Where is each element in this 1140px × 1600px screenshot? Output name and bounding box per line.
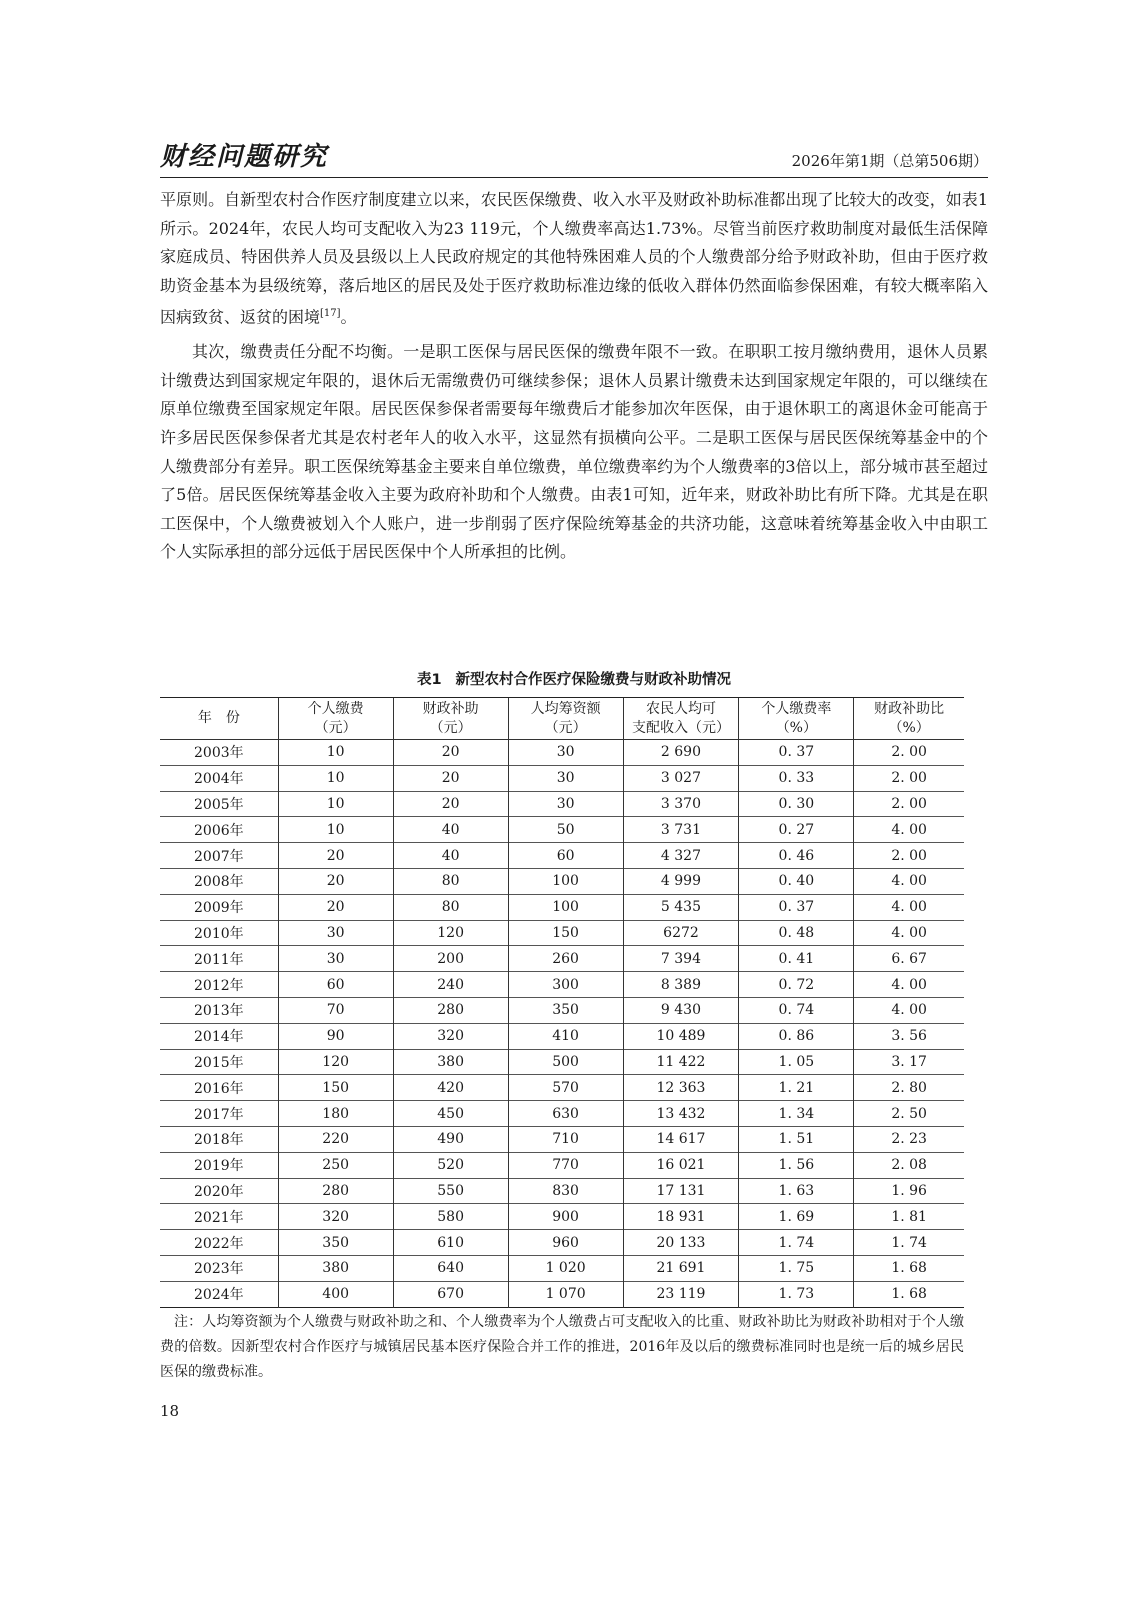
value-cell: 420: [393, 1075, 508, 1101]
value-cell: 7 394: [623, 946, 739, 972]
value-cell: 350: [278, 1230, 393, 1256]
column-header-line1: 财政补助比: [874, 700, 945, 717]
year-cell: 2015年: [194, 1054, 244, 1071]
value-cell: 9 430: [623, 997, 739, 1023]
value-cell: 30: [508, 791, 623, 817]
value-cell: 280: [278, 1178, 393, 1204]
year-cell: 2019年: [194, 1158, 244, 1175]
value-cell: 770: [508, 1152, 623, 1178]
value-cell: 320: [393, 1023, 508, 1049]
value-cell: 2. 23: [854, 1126, 964, 1152]
value-cell: 220: [278, 1126, 393, 1152]
table-row: [160, 894, 964, 920]
value-cell: 2. 00: [854, 791, 964, 817]
year-cell: 2008年: [194, 874, 244, 891]
value-cell: 3. 56: [854, 1023, 964, 1049]
value-cell: 180: [278, 1101, 393, 1127]
column-header: [623, 698, 739, 740]
value-cell: 6272: [623, 920, 739, 946]
table-row: [160, 740, 964, 766]
value-cell: 100: [508, 868, 623, 894]
value-cell: 2. 00: [854, 765, 964, 791]
value-cell: 10: [278, 791, 393, 817]
column-header: [854, 698, 964, 740]
table-row: [160, 791, 964, 817]
value-cell: 23 119: [623, 1281, 739, 1307]
table-row: [160, 1255, 964, 1281]
column-header-line1: 人均筹资额: [530, 700, 601, 717]
year-cell: 2014年: [194, 1029, 244, 1046]
value-cell: 20: [278, 843, 393, 869]
value-cell: 450: [393, 1101, 508, 1127]
citation-ref[interactable]: [17]: [320, 308, 341, 320]
value-cell: 4. 00: [854, 894, 964, 920]
value-cell: 20: [278, 868, 393, 894]
value-cell: 1. 68: [854, 1255, 964, 1281]
value-cell: 30: [508, 765, 623, 791]
value-cell: 30: [278, 920, 393, 946]
value-cell: 10 489: [623, 1023, 739, 1049]
table-row: [160, 1075, 964, 1101]
page-number: 18: [160, 1402, 180, 1420]
table-row: [160, 765, 964, 791]
value-cell: 1. 68: [854, 1281, 964, 1307]
value-cell: 0. 41: [739, 946, 854, 972]
table-row: [160, 1281, 964, 1307]
value-cell: 4. 00: [854, 817, 964, 843]
value-cell: 500: [508, 1049, 623, 1075]
value-cell: 0. 48: [739, 920, 854, 946]
column-header-line2: （元）: [544, 719, 587, 736]
value-cell: 3 731: [623, 817, 739, 843]
value-cell: 3 027: [623, 765, 739, 791]
value-cell: 1. 63: [739, 1178, 854, 1204]
table-row: [160, 843, 964, 869]
value-cell: 0. 86: [739, 1023, 854, 1049]
value-cell: 0. 46: [739, 843, 854, 869]
table-row: [160, 920, 964, 946]
table-row: [160, 946, 964, 972]
column-header-line1: 个人缴费率: [761, 700, 832, 717]
value-cell: 0. 37: [739, 740, 854, 766]
paragraph-1: [160, 186, 988, 332]
paragraph-2: 其次，缴费责任分配不均衡。一是职工医保与居民医保的缴费年限不一致。在职职工按月缴纳费用，退休人员累计缴费达到国家规定年限的，退休后无需缴费仍可继续参保；退休人员累计缴费未达到国家规定年限的，可以继续在原单位缴费至国家规定年限。居民医保参保者需要每年缴费后才能参加次年医保，由于退休职工的离退休金可能高于许多居民医保参保者尤其是农村老年人的收入水平，这显然有损横向公平。二是职工医保与居民医保统筹基金中的个人缴费部分有差异。职工医保统筹基金主要来自单位缴费，单位缴费率约为个人缴费率的3倍以上，部分城市甚至超过了5倍。居民医保统筹基金收入主要为政府补助和个人缴费。由表1可知，近年来，财政补助比有所下降。尤其是在职工医保中，个人缴费被划入个人账户，进一步削弱了医疗保险统筹基金的共济功能，这意味着统筹基金收入中由职工个人实际承担的部分远低于居民医保中个人所承担的比例。: [160, 342, 988, 562]
value-cell: 1. 56: [739, 1152, 854, 1178]
value-cell: 320: [278, 1204, 393, 1230]
value-cell: 0. 72: [739, 972, 854, 998]
column-header-line1: 年 份: [197, 710, 240, 726]
value-cell: 670: [393, 1281, 508, 1307]
table-body: [160, 740, 964, 1308]
column-header-line1: 财政补助: [422, 700, 479, 717]
value-cell: 0. 27: [739, 817, 854, 843]
year-cell: 2024年: [194, 1287, 244, 1304]
column-header: [393, 698, 508, 740]
column-header-line2: （%）: [775, 719, 817, 736]
value-cell: 150: [508, 920, 623, 946]
value-cell: 1. 51: [739, 1126, 854, 1152]
table-row: [160, 817, 964, 843]
table-row: [160, 1049, 964, 1075]
value-cell: 710: [508, 1126, 623, 1152]
year-cell: 2013年: [194, 1003, 244, 1020]
value-cell: 1 020: [508, 1255, 623, 1281]
table-row: [160, 972, 964, 998]
table-header-row: [160, 698, 964, 740]
value-cell: 4 999: [623, 868, 739, 894]
value-cell: 11 422: [623, 1049, 739, 1075]
column-header-line2: （元）: [429, 719, 472, 736]
year-cell: 2005年: [194, 796, 244, 813]
value-cell: 4. 00: [854, 868, 964, 894]
year-cell: 2012年: [194, 977, 244, 994]
value-cell: 40: [393, 843, 508, 869]
column-header-line2: 支配收入（元）: [631, 719, 730, 736]
value-cell: 21 691: [623, 1255, 739, 1281]
table-row: [160, 1152, 964, 1178]
value-cell: 240: [393, 972, 508, 998]
year-cell: 2021年: [194, 1209, 244, 1226]
value-cell: 14 617: [623, 1126, 739, 1152]
value-cell: 3. 17: [854, 1049, 964, 1075]
value-cell: 20: [278, 894, 393, 920]
value-cell: 80: [393, 894, 508, 920]
value-cell: 1. 74: [854, 1230, 964, 1256]
value-cell: 150: [278, 1075, 393, 1101]
value-cell: 830: [508, 1178, 623, 1204]
table-number: 表1: [416, 672, 442, 688]
value-cell: 0. 37: [739, 894, 854, 920]
value-cell: 610: [393, 1230, 508, 1256]
value-cell: 1. 96: [854, 1178, 964, 1204]
column-header-line1: 个人缴费: [307, 700, 364, 717]
year-cell: 2003年: [194, 745, 244, 762]
value-cell: 0. 40: [739, 868, 854, 894]
value-cell: 550: [393, 1178, 508, 1204]
value-cell: 2. 08: [854, 1152, 964, 1178]
column-header: [278, 698, 393, 740]
value-cell: 4 327: [623, 843, 739, 869]
value-cell: 13 432: [623, 1101, 739, 1127]
value-cell: 410: [508, 1023, 623, 1049]
column-header-line1: 农民人均可: [645, 700, 716, 717]
value-cell: 8 389: [623, 972, 739, 998]
table-row: [160, 1101, 964, 1127]
value-cell: 30: [278, 946, 393, 972]
value-cell: 4. 00: [854, 997, 964, 1023]
value-cell: 1. 75: [739, 1255, 854, 1281]
running-header: [160, 143, 988, 178]
value-cell: 1. 73: [739, 1281, 854, 1307]
value-cell: 0. 74: [739, 997, 854, 1023]
column-header-line2: （%）: [888, 719, 930, 736]
value-cell: 120: [278, 1049, 393, 1075]
value-cell: 17 131: [623, 1178, 739, 1204]
column-header: [739, 698, 854, 740]
data-table: [160, 697, 964, 1308]
value-cell: 400: [278, 1281, 393, 1307]
value-cell: 0. 30: [739, 791, 854, 817]
value-cell: 380: [278, 1255, 393, 1281]
value-cell: 960: [508, 1230, 623, 1256]
table-row: [160, 868, 964, 894]
value-cell: 4. 00: [854, 920, 964, 946]
value-cell: 20: [393, 791, 508, 817]
value-cell: 5 435: [623, 894, 739, 920]
value-cell: 16 021: [623, 1152, 739, 1178]
table-title: 新型农村合作医疗保险缴费与财政补助情况: [455, 672, 732, 688]
column-header: [508, 698, 623, 740]
table-row: [160, 1126, 964, 1152]
issue-info: 2026年第1期（总第506期）: [791, 152, 988, 170]
year-cell: 2010年: [194, 925, 244, 942]
value-cell: 18 931: [623, 1204, 739, 1230]
value-cell: 80: [393, 868, 508, 894]
table-note: 注：人均筹资额为个人缴费与财政补助之和、个人缴费率为个人缴费占可支配收入的比重、财政补助比为财政补助相对于个人缴费的倍数。因新型农村合作医疗与城镇居民基本医疗保险合并工作的推进，2016年及以后的缴费标准同时也是统一后的城乡居民医保的缴费标准。: [160, 1314, 964, 1380]
table-row: [160, 1204, 964, 1230]
table-row: [160, 997, 964, 1023]
value-cell: 2. 50: [854, 1101, 964, 1127]
value-cell: 30: [508, 740, 623, 766]
value-cell: 120: [393, 920, 508, 946]
column-header-line2: （元）: [314, 719, 357, 736]
paragraph-1-text: 平原则。自新型农村合作医疗制度建立以来，农民医保缴费、收入水平及财政补助标准都出现了比较大的改变，如表1所示。2024年，农民人均可支配收入为23 119元，个人缴费率高达1.73%。尽管当前医疗救助制度对最低生活保障家庭成员、特困供养人员及县级以上人民政府规定的其他特殊困难人员的个人缴费部分给予财政补助，但由于医疗救助资金基本为县级统筹，落后地区的居民及处于医疗救助标准边缘的低收入群体仍然面临参保困难，有较大概率陷入因病致贫、返贫的困境: [160, 190, 988, 327]
value-cell: 520: [393, 1152, 508, 1178]
value-cell: 640: [393, 1255, 508, 1281]
body-text: [160, 186, 988, 573]
value-cell: 2 690: [623, 740, 739, 766]
year-cell: 2011年: [194, 951, 244, 968]
value-cell: 1. 21: [739, 1075, 854, 1101]
year-cell: 2022年: [194, 1235, 244, 1252]
year-cell: 2009年: [194, 900, 244, 917]
value-cell: 20: [393, 765, 508, 791]
value-cell: 90: [278, 1023, 393, 1049]
value-cell: 300: [508, 972, 623, 998]
value-cell: 1. 74: [739, 1230, 854, 1256]
value-cell: 490: [393, 1126, 508, 1152]
table-row: [160, 1230, 964, 1256]
year-cell: 2017年: [194, 1106, 244, 1123]
value-cell: 900: [508, 1204, 623, 1230]
value-cell: 70: [278, 997, 393, 1023]
value-cell: 50: [508, 817, 623, 843]
value-cell: 1. 34: [739, 1101, 854, 1127]
year-cell: 2020年: [194, 1183, 244, 1200]
year-cell: 2007年: [194, 848, 244, 865]
paragraph-1-end: 。: [340, 307, 357, 327]
value-cell: 380: [393, 1049, 508, 1075]
year-cell: 2004年: [194, 771, 244, 788]
value-cell: 350: [508, 997, 623, 1023]
value-cell: 630: [508, 1101, 623, 1127]
value-cell: 1 070: [508, 1281, 623, 1307]
year-cell: 2006年: [194, 822, 244, 839]
value-cell: 200: [393, 946, 508, 972]
value-cell: 20: [393, 740, 508, 766]
value-cell: 2. 00: [854, 843, 964, 869]
value-cell: 4. 00: [854, 972, 964, 998]
value-cell: 2. 80: [854, 1075, 964, 1101]
value-cell: 1. 05: [739, 1049, 854, 1075]
value-cell: 1. 69: [739, 1204, 854, 1230]
journal-title: 财经问题研究: [160, 142, 329, 172]
value-cell: 10: [278, 765, 393, 791]
value-cell: 20 133: [623, 1230, 739, 1256]
value-cell: 280: [393, 997, 508, 1023]
year-cell: 2023年: [194, 1261, 244, 1278]
value-cell: 6. 67: [854, 946, 964, 972]
value-cell: 260: [508, 946, 623, 972]
value-cell: 40: [393, 817, 508, 843]
value-cell: 2. 00: [854, 740, 964, 766]
value-cell: 570: [508, 1075, 623, 1101]
table-row: [160, 1178, 964, 1204]
value-cell: 10: [278, 817, 393, 843]
year-cell: 2016年: [194, 1080, 244, 1097]
value-cell: 10: [278, 740, 393, 766]
value-cell: 0. 33: [739, 765, 854, 791]
value-cell: 60: [278, 972, 393, 998]
value-cell: 580: [393, 1204, 508, 1230]
column-header: [160, 698, 278, 740]
year-cell: 2018年: [194, 1132, 244, 1149]
table-caption: [160, 668, 988, 689]
value-cell: 12 363: [623, 1075, 739, 1101]
value-cell: 3 370: [623, 791, 739, 817]
value-cell: 60: [508, 843, 623, 869]
value-cell: 250: [278, 1152, 393, 1178]
value-cell: 1. 81: [854, 1204, 964, 1230]
table-row: [160, 1023, 964, 1049]
value-cell: 100: [508, 894, 623, 920]
